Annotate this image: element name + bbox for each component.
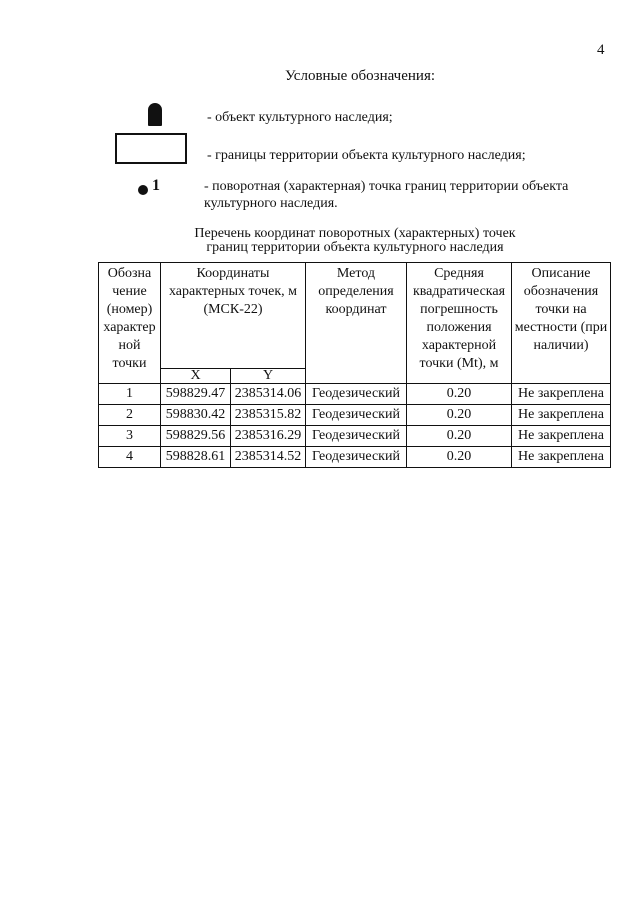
table-row [99,447,611,468]
caption-line-1: Перечень координат поворотных (характерных) точек [194,226,516,241]
cell-x: 598829.47 [161,384,231,405]
cell-x: 598830.42 [161,405,231,426]
header-designation: Обозна чение (номер) характер ной точки [99,263,161,384]
cell-description: Не закреплена [512,426,611,447]
cell-x: 598828.61 [161,447,231,468]
header-x: X [161,369,231,384]
legend-title: Условные обозначения: [284,68,436,84]
legend-item-object-text: - объект культурного наследия; [207,110,393,125]
cell-description: Не закреплена [512,405,611,426]
cell-y: 2385316.29 [231,426,306,447]
header-method: Метод определения координат [306,263,407,384]
header-description: Описание обозначения точки на местности (при наличии) [512,263,611,384]
cell-error: 0.20 [407,384,512,405]
cell-method: Геодезический [306,384,407,405]
coordinates-table [98,262,611,468]
cell-y: 2385315.82 [231,405,306,426]
table-row [99,405,611,426]
header-coordinates: Координаты характерных точек, м (МСК-22) [161,263,306,369]
cell-y: 2385314.52 [231,447,306,468]
turning-point-label: 1 [152,177,160,194]
page-number: 4 [597,42,605,58]
cell-num: 2 [99,405,161,426]
cell-method: Геодезический [306,405,407,426]
cell-method: Геодезический [306,426,407,447]
cell-x: 598829.56 [161,426,231,447]
table-header-row [99,263,611,369]
table-row [99,384,611,405]
header-error: Средняя квадратическая погрешность положения характерной точки (Mt), м [407,263,512,384]
cell-y: 2385314.06 [231,384,306,405]
legend-item-point-text: - поворотная (характерная) точка границ территории объекта культурного наследия. [204,179,569,211]
turning-point-icon [138,185,148,195]
cell-description: Не закреплена [512,384,611,405]
header-y: Y [231,369,306,384]
heritage-object-icon [148,103,162,126]
cell-num: 1 [99,384,161,405]
cell-num: 4 [99,447,161,468]
cell-method: Геодезический [306,447,407,468]
cell-num: 3 [99,426,161,447]
cell-error: 0.20 [407,405,512,426]
caption-line-2: границ территории объекта культурного наследия [206,240,504,255]
table-caption [100,227,600,255]
table-row [99,426,611,447]
legend-item-boundary-text: - границы территории объекта культурного наследия; [207,148,526,163]
cell-error: 0.20 [407,447,512,468]
territory-boundary-icon [115,133,187,164]
cell-error: 0.20 [407,426,512,447]
cell-description: Не закреплена [512,447,611,468]
